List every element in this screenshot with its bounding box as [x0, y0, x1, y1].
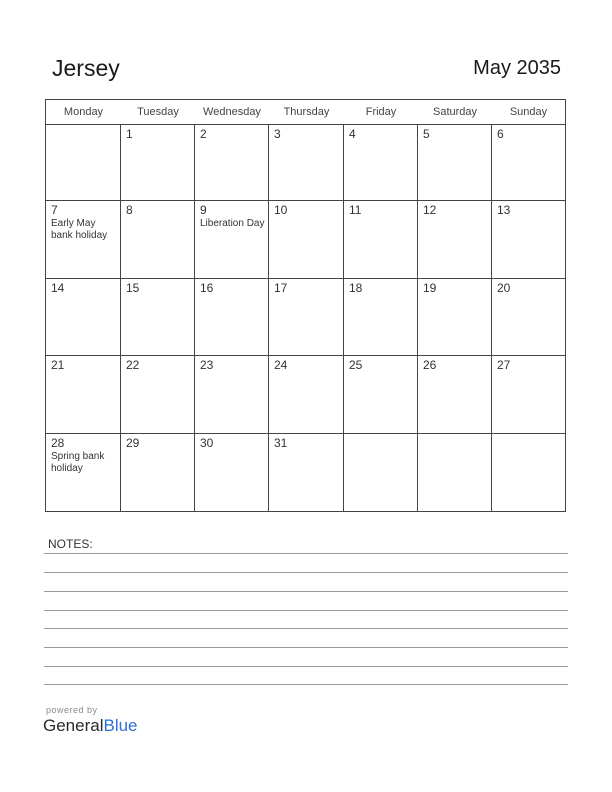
- day-cell: [46, 279, 121, 356]
- notes-line: [44, 572, 568, 573]
- day-number: 10: [274, 203, 288, 217]
- weekday-header: [46, 100, 565, 125]
- day-cell: [492, 279, 565, 356]
- day-cell: [195, 356, 269, 434]
- day-number: 24: [274, 358, 288, 372]
- day-number: 9: [200, 203, 207, 217]
- day-cell: [418, 279, 492, 356]
- notes-line: [44, 591, 568, 592]
- day-cell: [269, 279, 344, 356]
- day-number: 28: [51, 436, 65, 450]
- day-cell: [195, 434, 269, 511]
- day-number: 23: [200, 358, 214, 372]
- holiday-label: Spring bank holiday: [51, 451, 105, 474]
- day-cell: [121, 279, 195, 356]
- notes-line: [44, 684, 568, 685]
- day-number: 3: [274, 127, 281, 141]
- day-number: 26: [423, 358, 437, 372]
- day-cell: [344, 434, 418, 511]
- holiday-label: Liberation Day: [200, 218, 265, 229]
- country-title: Jersey: [52, 55, 120, 81]
- day-cell: [269, 201, 344, 279]
- weekday-saturday: Saturday: [432, 106, 478, 118]
- day-number: 21: [51, 358, 65, 372]
- day-number: 20: [497, 281, 511, 295]
- generalblue-logo: [43, 716, 138, 736]
- weekday-sunday: Sunday: [509, 106, 548, 118]
- day-number: 12: [423, 203, 437, 217]
- day-cell: [46, 434, 121, 511]
- day-cell: [344, 279, 418, 356]
- day-cell: [121, 125, 195, 201]
- day-number: 4: [349, 127, 356, 141]
- notes-line: [44, 553, 568, 554]
- notes-line: [44, 628, 568, 629]
- day-cell: [46, 356, 121, 434]
- month-year-title: May 2035: [473, 57, 561, 79]
- day-cell: [344, 356, 418, 434]
- weekday-tuesday: Tuesday: [137, 106, 179, 118]
- day-cell: [46, 201, 121, 279]
- day-number: 2: [200, 127, 207, 141]
- day-number: 19: [423, 281, 437, 295]
- day-cell: [418, 125, 492, 201]
- day-number: 18: [349, 281, 363, 295]
- day-cell: [195, 125, 269, 201]
- day-number: 6: [497, 127, 504, 141]
- day-cell: [269, 434, 344, 511]
- powered-by-text: powered by: [46, 705, 98, 715]
- day-number: 16: [200, 281, 214, 295]
- day-cell: [418, 434, 492, 511]
- day-number: 29: [126, 436, 140, 450]
- day-cell: [121, 434, 195, 511]
- holiday-label: Early May bank holiday: [51, 218, 108, 241]
- day-number: 11: [349, 203, 362, 217]
- day-number: 22: [126, 358, 140, 372]
- notes-line: [44, 666, 568, 667]
- day-cell: [492, 125, 565, 201]
- day-cell: [492, 356, 565, 434]
- day-cell: [121, 356, 195, 434]
- day-cell: [269, 356, 344, 434]
- day-number: 13: [497, 203, 511, 217]
- day-number: 31: [274, 436, 288, 450]
- day-cell: [269, 125, 344, 201]
- day-number: 14: [51, 281, 65, 295]
- day-number: 25: [349, 358, 363, 372]
- day-number: 1: [126, 127, 133, 141]
- day-cell: [344, 201, 418, 279]
- notes-line: [44, 610, 568, 611]
- weekday-friday: Friday: [365, 106, 397, 118]
- day-cell: [121, 201, 195, 279]
- day-cell: [46, 125, 121, 201]
- day-cell: [418, 201, 492, 279]
- notes-line: [44, 647, 568, 648]
- day-cell: [492, 201, 565, 279]
- weekday-monday: Monday: [63, 106, 104, 118]
- day-cell: [344, 125, 418, 201]
- day-number: 17: [274, 281, 288, 295]
- day-number: 7: [51, 203, 58, 217]
- day-cell: [492, 434, 565, 511]
- notes-label: NOTES:: [48, 537, 93, 551]
- day-number: 15: [126, 281, 140, 295]
- day-cell: [195, 201, 269, 279]
- day-cell: [195, 279, 269, 356]
- brand-general: General: [43, 716, 104, 735]
- day-cell: [418, 356, 492, 434]
- day-number: 8: [126, 203, 133, 217]
- day-number: 5: [423, 127, 430, 141]
- weekday-thursday: Thursday: [283, 106, 330, 118]
- weekday-wednesday: Wednesday: [203, 106, 261, 118]
- day-number: 27: [497, 358, 511, 372]
- day-number: 30: [200, 436, 214, 450]
- brand-blue: Blue: [103, 716, 138, 735]
- calendar-grid: [45, 99, 566, 512]
